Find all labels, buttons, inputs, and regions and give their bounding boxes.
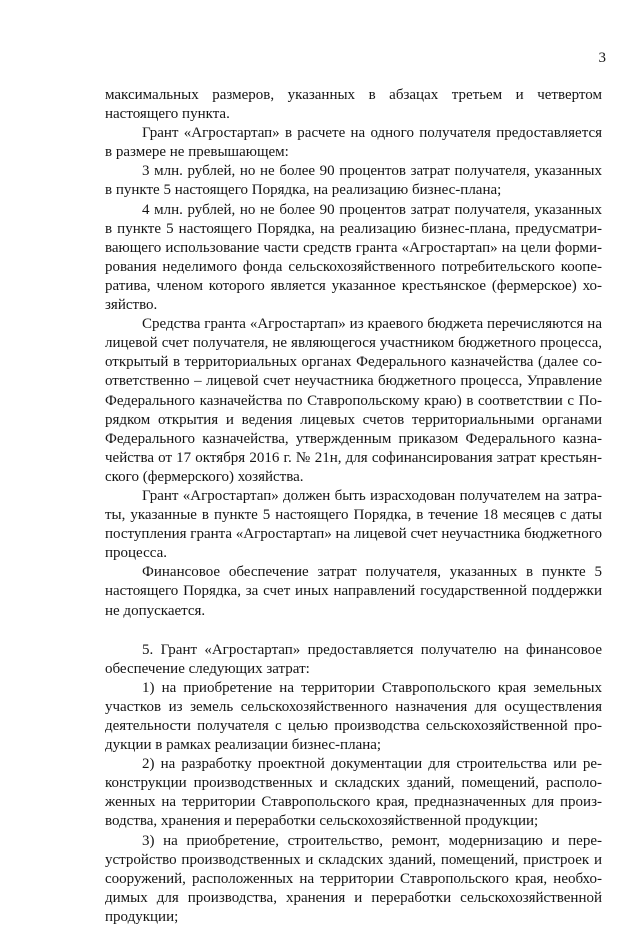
list-item-1: 1) на приобретение на территории Ставропольского края земельных участков из земель сельскохозяйственного назначения для осуществления деятельности получателя с целью производства сельскохозяйственной продукции в рамках реализации бизнес-плана;: [105, 679, 602, 754]
paragraph-section-5: 5. Грант «Агростартап» предоставляется получателю на финансовое обеспечение следующих затрат:: [105, 641, 602, 677]
paragraph-grant-4mln: 4 млн. рублей, но не более 90 процентов затрат получателя, указанных в пункте 5 настоящего Порядка, на реализацию бизнес-плана, предусматривающего использование части средств гранта «Агростартап» на цели формирования неделимого фонда сельскохозяйственного потребительского кооператива, членом которого является указанное крестьянское (фермерское) хозяйство.: [105, 201, 602, 314]
page-number: 3: [598, 50, 606, 66]
paragraph-grant-3mln: 3 млн. рублей, но не более 90 процентов затрат получателя, указанных в пункте 5 настоящего Порядка, на реализацию бизнес-плана;: [105, 163, 602, 199]
document-body: [105, 86, 602, 927]
paragraph-financing-restriction: Финансовое обеспечение затрат получателя, указанных в пункте 5 настоящего Порядка, за счет иных направлений государственной поддержки не допускается.: [105, 564, 602, 619]
paragraph-continuation: максимальных размеров, указанных в абзацах третьем и четвертом настоящего пункта.: [105, 87, 602, 123]
paragraph-grant-spending: Грант «Агростартап» должен быть израсходован получателем на затраты, указанные в пункте 5 настоящего Порядка, в течение 18 месяцев с даты поступления гранта «Агростартап» на лицевой счет неучастника бюджетного процесса.: [105, 487, 602, 562]
paragraph-grant-transfer: Средства гранта «Агростартап» из краевого бюджета перечисляются на лицевой счет получателя, не являющегося участником бюджетного процесса, открытый в территориальных органах Федерального казначейства (далее соответственно – лицевой счет неучастника бюджетного процесса, Управление Федерального казначейства по Ставропольскому краю) в соответствии с Порядком открытия и ведения лицевых счетов территориальными органами Федерального казначейства, утвержденным приказом Федерального казначейства от 17 октября 2016 г. № 21н, для софинансирования затрат крестьянского (фермерского) хозяйства.: [105, 316, 602, 485]
paragraph-grant-size: Грант «Агростартап» в расчете на одного получателя предоставляется в размере не превышающем:: [105, 125, 602, 161]
list-item-3: 3) на приобретение, строительство, ремонт, модернизацию и переустройство производственных и складских зданий, помещений, пристроек и сооружений, расположенных на территории Ставропольского края, необходимых для производства, хранения и переработки сельскохозяйственной продукции;: [105, 832, 602, 925]
list-item-2: 2) на разработку проектной документации для строительства или реконструкции производственных и складских зданий, помещений, расположенных на территории Ставропольского края, предназначенных для производства, хранения и переработки сельскохозяйственной продукции;: [105, 756, 602, 830]
